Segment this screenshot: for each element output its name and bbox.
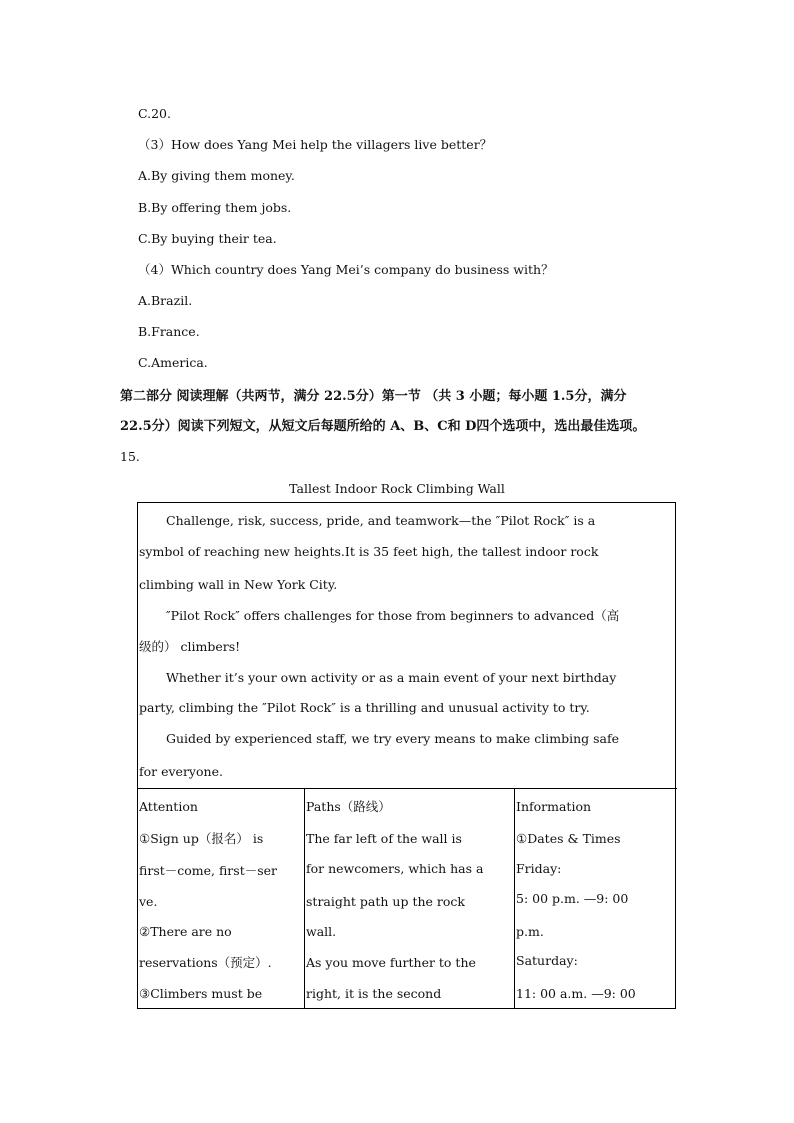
attention-line: ①Sign up（报名） is [139,831,264,846]
information-line: 5: 00 p.m. —9: 00 [516,891,629,906]
question-3-option-b: B.By offering them jobs. [138,200,292,215]
paths-line: As you move further to the [306,955,476,970]
question-3-option-c: C.By buying their tea. [138,231,277,246]
information-heading: Information [516,799,592,814]
information-line: ①Dates & Times [516,831,621,846]
paths-line: The far left of the wall is [306,831,462,846]
section-heading-line-1: 第二部分 阅读理解（共两节，满分 22.5分）第一节 （共 3 小题；每小题 1.5分，满分 [120,389,627,404]
passage-title: Tallest Indoor Rock Climbing Wall [289,481,505,496]
question-4-option-a: A.Brazil. [138,293,193,308]
intro-line: climbing wall in New York City. [139,577,338,592]
paths-line: right, it is the second [306,986,442,1001]
attention-line: first－come, first－ser [139,863,278,878]
attention-column [138,789,305,1009]
intro-line: ″Pilot Rock″ offers challenges for those from beginners to advanced（高 [166,608,620,623]
intro-line: party, climbing the ″Pilot Rock″ is a thrilling and unusual activity to try. [139,700,590,715]
question-4-stem: （4）Which country does Yang Mei’s company do business with？ [138,262,554,277]
attention-line: ve. [139,894,158,909]
information-line: Friday: [516,861,562,876]
intro-line: Whether it’s your own activity or as a main event of your next birthday [166,670,617,685]
question-4-option-c: C.America. [138,355,208,370]
attention-heading: Attention [139,799,198,814]
paths-line: straight path up the rock [306,894,465,909]
intro-line: 级的） climbers! [139,639,241,654]
information-line: p.m. [516,924,544,939]
section-heading-line-2: 22.5分）阅读下列短文，从短文后每题所给的 A、B、C和 D四个选项中，选出最佳选项。 [120,419,646,434]
intro-line: for everyone. [139,764,223,779]
attention-line: ③Climbers must be [139,986,263,1001]
paths-line: for newcomers, which has a [306,861,484,876]
question-number: 15. [120,449,140,464]
intro-line: symbol of reaching new heights.It is 35 feet high, the tallest indoor rock [139,544,599,559]
question-2-option-c: C.20. [138,106,171,121]
attention-line: reservations（预定）. [139,955,272,970]
passage-table [137,502,676,1009]
question-3-stem: （3）How does Yang Mei help the villagers live better？ [138,137,493,152]
intro-line: Challenge, risk, success, pride, and teamwork—the ″Pilot Rock″ is a [166,513,596,528]
information-column [515,789,676,1009]
question-4-option-b: B.France. [138,324,200,339]
passage-intro [138,503,677,789]
intro-line: Guided by experienced staff, we try every means to make climbing safe [166,731,620,746]
information-line: Saturday: [516,953,578,968]
question-3-option-a: A.By giving them money. [138,168,295,183]
information-line: 11: 00 a.m. —9: 00 [516,986,636,1001]
paths-column [305,789,515,1009]
paths-line: wall. [306,924,337,939]
attention-line: ②There are no [139,924,232,939]
paths-heading: Paths（路线） [306,799,391,814]
